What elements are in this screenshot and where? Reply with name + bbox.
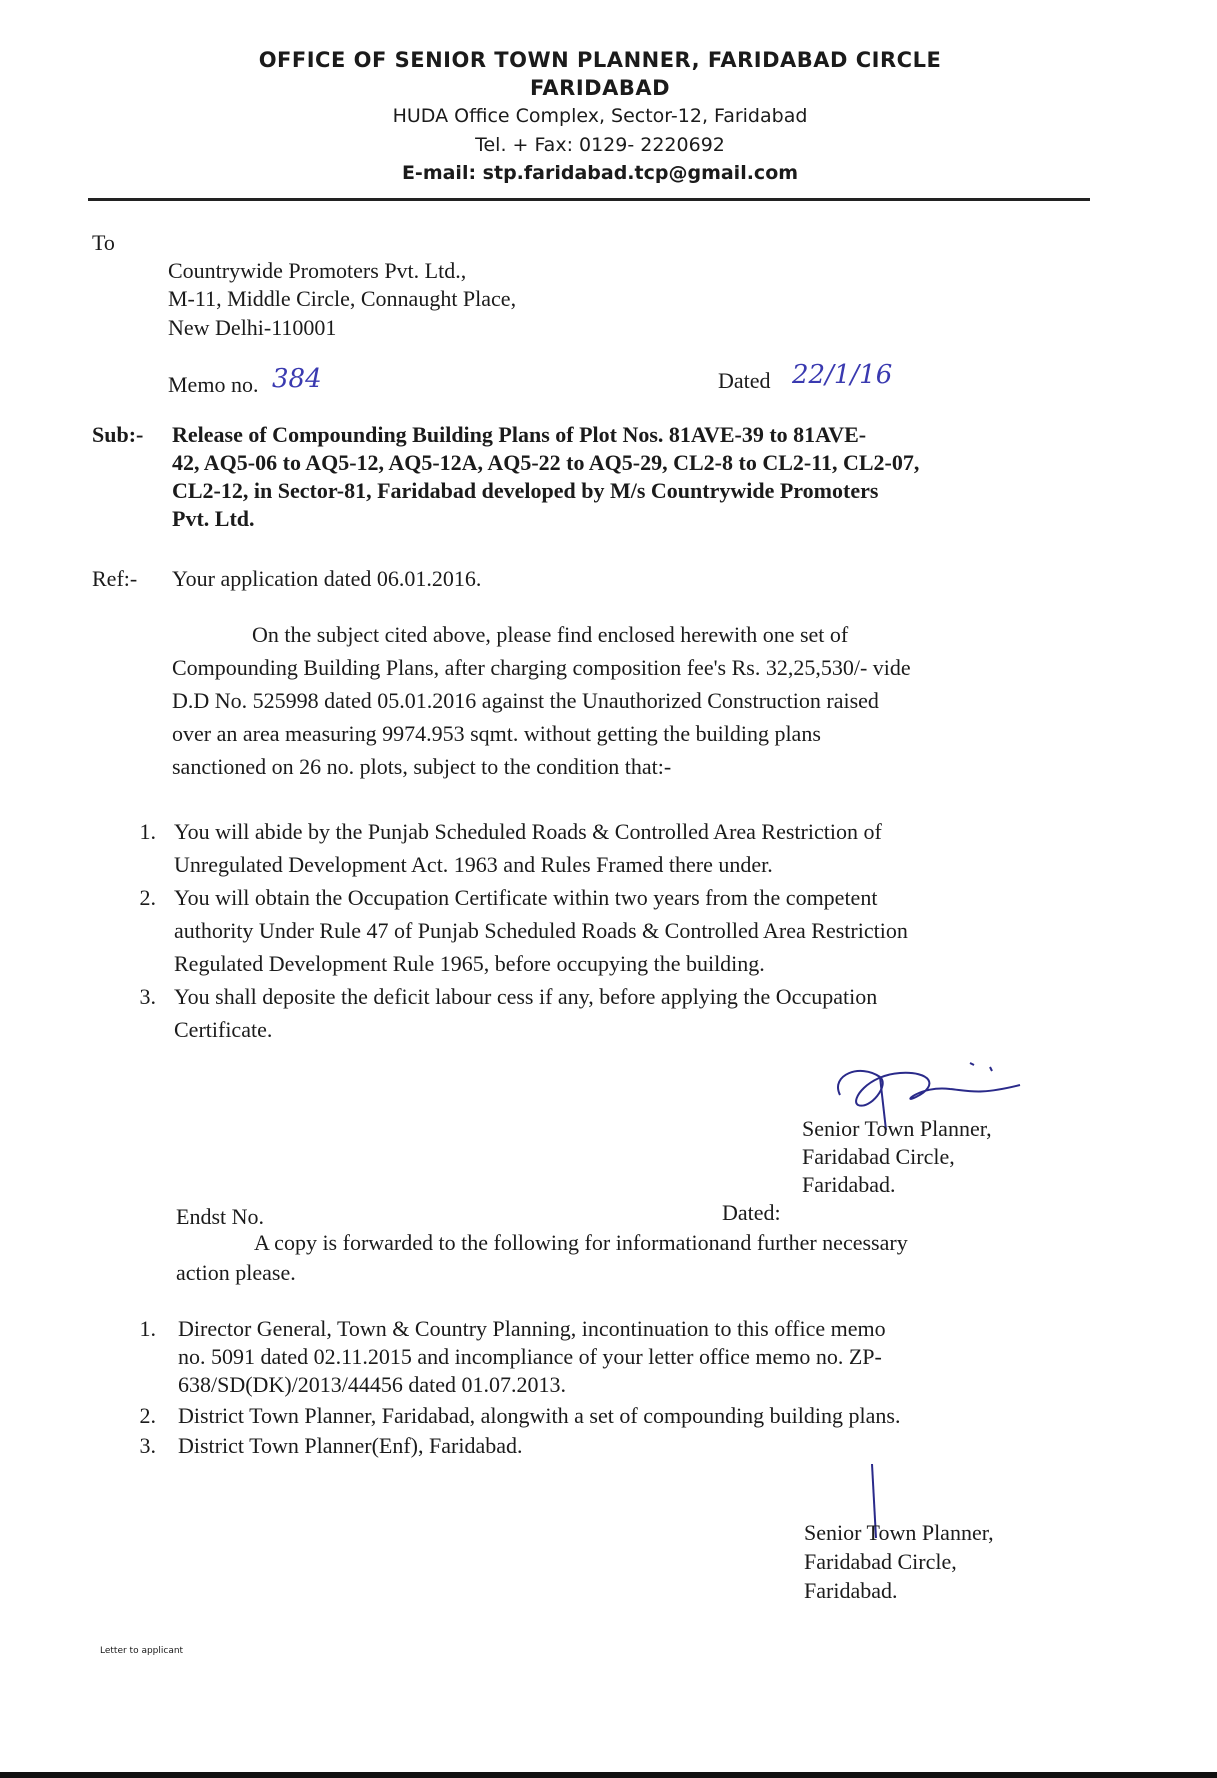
signature2-city: Faridabad. [804,1578,898,1603]
signature1-title: Senior Town Planner, [802,1116,992,1141]
condition-line: authority Under Rule 47 of Punjab Scheduled Roads & Controlled Area Restriction [174,918,908,943]
copy-line: District Town Planner, Faridabad, alongwith a set of compounding building plans. [178,1403,901,1428]
date-handwritten: 22/1/16 [792,360,893,390]
copy-number: 3. [139,1433,156,1458]
body-line-2: Compounding Building Plans, after charging composition fee's Rs. 32,25,530/- vide [172,655,911,680]
body-line-1: On the subject cited above, please find enclosed herewith one set of [252,622,849,647]
recipient-line-1: Countrywide Promoters Pvt. Ltd., [168,258,467,283]
subject-line-4: Pvt. Ltd. [172,506,255,531]
condition-line: Certificate. [174,1017,273,1042]
scan-edge [0,1772,1217,1778]
signature1-city: Faridabad. [802,1172,896,1197]
endst-dated-label: Dated: [722,1200,781,1225]
footer-note: Letter to applicant [100,1646,184,1656]
body-line-3: D.D No. 525998 dated 05.01.2016 against the Unauthorized Construction raised [172,688,879,713]
copy-line: no. 5091 dated 02.11.2015 and incompliance of your letter office memo no. ZP- [178,1344,882,1369]
subject-line-2: 42, AQ5-06 to AQ5-12, AQ5-12A, AQ5-22 to AQ5-29, CL2-8 to CL2-11, CL2-07, [172,450,920,475]
condition-number: 2. [139,885,156,910]
office-email: E-mail: stp.faridabad.tcp@gmail.com [401,162,799,184]
recipient-line-2: M-11, Middle Circle, Connaught Place, [168,286,517,311]
dated-label: Dated [718,368,771,393]
office-phone: Tel. + Fax: 0129- 2220692 [475,134,725,156]
subject-line-1: Release of Compounding Building Plans of Plot Nos. 81AVE-39 to 81AVE- [172,422,867,447]
signature2-circle: Faridabad Circle, [804,1549,957,1574]
condition-line: You shall deposite the deficit labour cess if any, before applying the Occupation [174,984,878,1009]
subject-line-3: CL2-12, in Sector-81, Faridabad developed by M/s Countrywide Promoters [172,478,879,503]
signature1-circle: Faridabad Circle, [802,1144,955,1169]
condition-line: Unregulated Development Act. 1963 and Rules Framed there under. [174,852,773,877]
reference-text: Your application dated 06.01.2016. [172,566,482,591]
to-label: To [92,230,115,255]
condition-line: You will abide by the Punjab Scheduled Roads & Controlled Area Restriction of [174,819,882,844]
office-address: HUDA Office Complex, Sector-12, Faridabad [392,105,808,127]
office-city: FARIDABAD [529,76,671,100]
endorsement-intro-2: action please. [176,1260,296,1285]
body-line-5: sanctioned on 26 no. plots, subject to the condition that:- [172,754,672,779]
copy-line: District Town Planner(Enf), Faridabad. [178,1433,523,1458]
subject-label: Sub:- [92,422,144,447]
copy-number: 1. [139,1316,156,1341]
recipient-line-3: New Delhi-110001 [168,315,337,340]
office-title: OFFICE OF SENIOR TOWN PLANNER, FARIDABAD CIRCLE [258,48,942,72]
copy-number: 2. [139,1403,156,1428]
signature2-title: Senior Town Planner, [804,1520,994,1545]
condition-line: You will obtain the Occupation Certificate within two years from the competent [174,885,878,910]
condition-line: Regulated Development Rule 1965, before occupying the building. [174,951,765,976]
body-line-4: over an area measuring 9974.953 sqmt. without getting the building plans [172,721,821,746]
condition-number: 3. [139,984,156,1009]
copy-line: Director General, Town & Country Planning, incontinuation to this office memo [178,1316,886,1341]
reference-label: Ref:- [92,566,138,591]
header-divider [88,198,1090,201]
copy-line: 638/SD(DK)/2013/44456 dated 01.07.2013. [178,1372,567,1397]
memo-label: Memo no. [168,372,259,397]
condition-number: 1. [139,819,156,844]
memo-number-handwritten: 384 [272,364,322,394]
endst-label: Endst No. [176,1204,264,1229]
endorsement-intro-1: A copy is forwarded to the following for informationand further necessary [254,1230,908,1255]
